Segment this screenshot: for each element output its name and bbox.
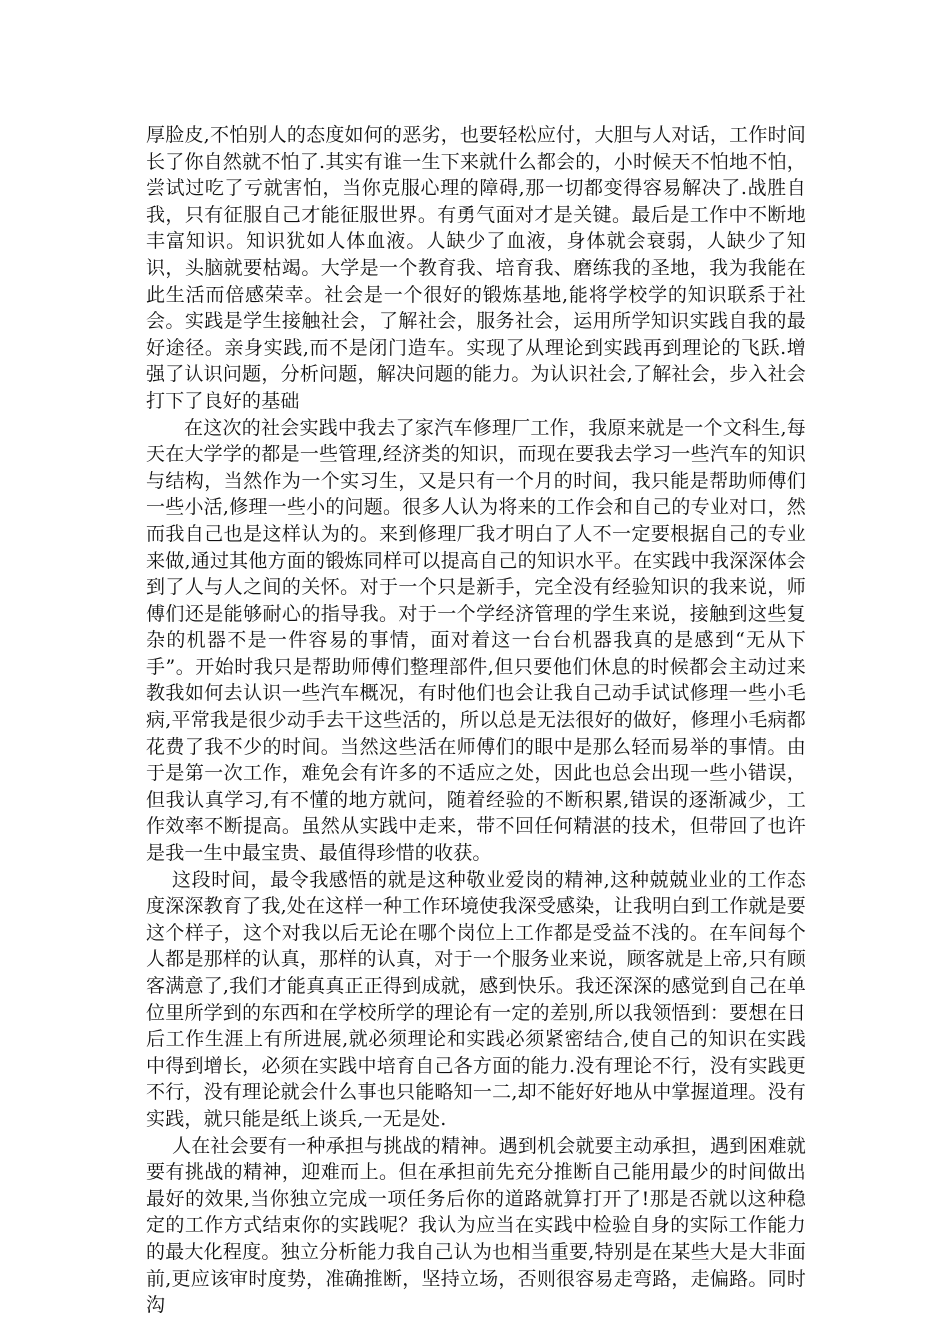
paragraph-4: 人在社会要有一种承担与挑战的精神。遇到机会就要主动承担，遇到困难就要有挑战的精神，迎难而上。但在承担前先充分推断自己能用最少的时间做出最好的效果,当你独立完成一项任务后你的道路就算打开了!那是否就以这种稳定的工作方式结束你的实践呢？我认为应当在实践中检验自身的实际工作能力的最大化程度。独立分析能力我自己认为也相当重要,特别是在某些大是大非面前,更应该审时度势，准确推断，坚持立场，否则很容易走弯路，走偏路。同时沟	[146, 1134, 806, 1317]
paragraph-1: 厚脸皮,不怕别人的态度如何的恶劣，也要轻松应付，大胆与人对话，工作时间长了你自然就不怕了.其实有谁一生下来就什么都会的，小时候天不怕地不怕，尝试过吃了亏就害怕，当你克服心理的障碍,那一切都变得容易解决了.战胜自我，只有征服自己才能征服世界。有勇气面对才是关键。最后是工作中不断地丰富知识。知识犹如人体血液。人缺少了血液，身体就会衰弱，人缺少了知识，头脑就要枯竭。大学是一个教育我、培育我、磨练我的圣地，我为我能在此生活而倍感荣幸。社会是一个很好的锻炼基地,能将学校学的知识联系于社会。实践是学生接触社会，了解社会，服务社会，运用所学知识实践自我的最好途径。亲身实践,而不是闭门造车。实现了从理论到实践再到理论的飞跃.增强了认识问题，分析问题，解决问题的能力。为认识社会,了解社会，步入社会打下了良好的基础	[146, 124, 806, 412]
document-body	[146, 122, 806, 1319]
paragraph-2: 在这次的社会实践中我去了家汽车修理厂工作，我原来就是一个文科生,每天在大学学的都是一些管理,经济类的知识，而现在要我去学习一些汽车的知识与结构，当然作为一个实习生，又是只有一个月的时间，我只能是帮助师傅们一些小活,修理一些小的问题。很多人认为将来的工作会和自己的专业对口，然而我自己也是这样认为的。来到修理厂我才明白了人不一定要根据自己的专业来做,通过其他方面的锻炼同样可以提高自己的知识水平。在实践中我深深体会到了人与人之间的关怀。对于一个只是新手，完全没有经验知识的我来说，师傅们还是能够耐心的指导我。对于一个学经济管理的学生来说，接触到这些复杂的机器不是一件容易的事情，面对着这一台台机器我真的是感到“无从下手”。开始时我只是帮助师傅们整理部件,但只要他们休息的时候都会主动过来教我如何去认识一些汽车概况，有时他们也会让我自己动手试试修理一些小毛病,平常我是很少动手去干这些活的，所以总是无法很好的做好，修理小毛病都花费了我不少的时间。当然这些活在师傅们的眼中是那么轻而易举的事情。由于是第一次工作，难免会有许多的不适应之处，因此也总会出现一些小错误，但我认真学习,有不懂的地方就问，随着经验的不断积累,错误的逐渐减少，工作效率不断提高。虽然从实践中走来，带不回任何精湛的技术，但带回了也许是我一生中最宝贵、最值得珍惜的收获。	[146, 416, 806, 865]
paragraph-3: 这段时间，最令我感悟的就是这种敬业爱岗的精神,这种兢兢业业的工作态度深深教育了我,处在这样一种工作环境使我深受感染，让我明白到工作就是要这个样子，这个对我以后无论在哪个岗位上工作都是受益不浅的。在车间每个人都是那样的认真，那样的认真，对于一个服务业来说，顾客就是上帝,只有顾客满意了,我们才能真真正正得到成就，感到快乐。我还深深的感觉到自己在单位里所学到的东西和在学校所学的理论有一定的差别,所以我领悟到：要想在日后工作生涯上有所进展,就必须理论和实践必须紧密结合,使自己的知识在实践中得到增长，必须在实践中培育自己各方面的能力.没有理论不行，没有实践更不行，没有理论就会什么事也只能略知一二,却不能好好地从中掌握道理。没有实践，就只能是纸上谈兵,一无是处.	[146, 868, 806, 1130]
